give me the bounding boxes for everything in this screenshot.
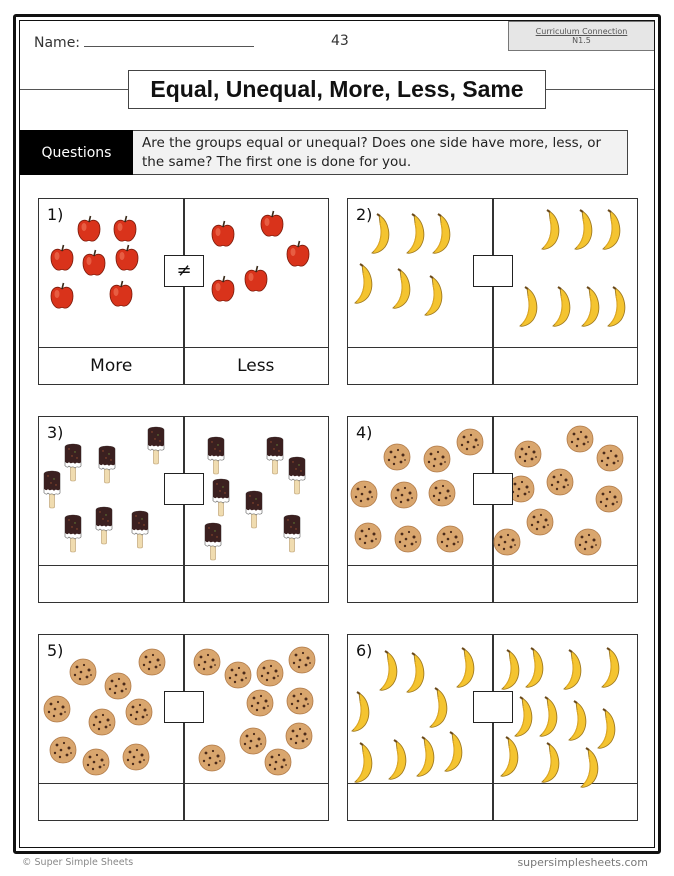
- banana-icon: [514, 696, 536, 738]
- name-label: Name:: [34, 35, 81, 51]
- popsicle-icon: [131, 509, 149, 549]
- popsicle-icon: [207, 435, 225, 475]
- popsicle-icon: [95, 505, 113, 545]
- right-group: [493, 417, 637, 566]
- banana-icon: [354, 263, 376, 305]
- cookie-icon: [138, 648, 166, 676]
- curriculum-code: N1.5: [572, 36, 591, 45]
- footer-copyright: © Super Simple Sheets: [22, 857, 134, 868]
- cookie-icon: [224, 661, 252, 689]
- questions-instructions: Are the groups equal or unequal? Does one side have more, less, or the same? The first one is done for you.: [133, 130, 628, 175]
- left-answer-field[interactable]: [39, 784, 184, 820]
- cookie-icon: [69, 658, 97, 686]
- curriculum-connection-box: [508, 21, 654, 51]
- banana-icon: [541, 209, 563, 251]
- banana-icon: [574, 209, 596, 251]
- left-answer-field[interactable]: More: [90, 356, 133, 376]
- popsicle-icon: [283, 513, 301, 553]
- cookie-icon: [246, 689, 274, 717]
- problem-number: 4): [356, 423, 373, 442]
- comparison-symbol-box[interactable]: [164, 691, 204, 723]
- answer-row: [348, 784, 637, 820]
- problem-number: 1): [47, 205, 64, 224]
- banana-icon: [371, 213, 393, 255]
- problem-1: [38, 198, 329, 385]
- cookie-icon: [423, 445, 451, 473]
- questions-bar: [20, 130, 628, 175]
- banana-icon: [563, 649, 585, 691]
- right-group: [184, 199, 328, 348]
- banana-icon: [429, 687, 451, 729]
- problem-4: [347, 416, 638, 603]
- problem-5: [38, 634, 329, 821]
- left-answer-field[interactable]: [348, 566, 493, 602]
- comparison-symbol-box[interactable]: [164, 473, 204, 505]
- popsicle-icon: [266, 435, 284, 475]
- banana-icon: [501, 649, 523, 691]
- apple-icon: [81, 249, 107, 277]
- comparison-symbol-box[interactable]: [473, 255, 513, 287]
- cookie-icon: [239, 727, 267, 755]
- cookie-icon: [49, 736, 77, 764]
- problem-number: 6): [356, 641, 373, 660]
- apple-icon: [243, 265, 269, 293]
- apple-icon: [210, 220, 236, 248]
- apple-icon: [49, 244, 75, 272]
- cookie-icon: [595, 485, 623, 513]
- comparison-symbol-box[interactable]: [473, 473, 513, 505]
- right-answer-field[interactable]: [493, 348, 638, 384]
- banana-icon: [406, 652, 428, 694]
- cookie-icon: [286, 687, 314, 715]
- right-answer-field[interactable]: [184, 784, 329, 820]
- popsicle-icon: [204, 521, 222, 561]
- name-field[interactable]: [34, 33, 254, 51]
- cookie-icon: [354, 522, 382, 550]
- cookie-icon: [125, 698, 153, 726]
- cookie-icon: [198, 744, 226, 772]
- banana-icon: [552, 286, 574, 328]
- popsicle-icon: [245, 489, 263, 529]
- right-group: [184, 417, 328, 566]
- answer-row: [39, 784, 328, 820]
- left-answer-field[interactable]: [39, 566, 184, 602]
- banana-icon: [539, 696, 561, 738]
- cookie-icon: [43, 695, 71, 723]
- footer-website[interactable]: supersimplesheets.com: [517, 856, 648, 869]
- banana-icon: [568, 700, 590, 742]
- apple-icon: [285, 240, 311, 268]
- cookie-icon: [383, 443, 411, 471]
- cookie-icon: [526, 508, 554, 536]
- banana-icon: [601, 647, 623, 689]
- answer-row: [39, 566, 328, 602]
- comparison-symbol-box[interactable]: [473, 691, 513, 723]
- left-answer-field[interactable]: [348, 784, 493, 820]
- banana-icon: [500, 736, 522, 778]
- cookie-icon: [350, 480, 378, 508]
- popsicle-icon: [98, 444, 116, 484]
- popsicle-icon: [43, 469, 61, 509]
- cookie-icon: [82, 748, 110, 776]
- right-answer-field[interactable]: [493, 784, 638, 820]
- page-title: Equal, Unequal, More, Less, Same: [128, 70, 546, 109]
- banana-icon: [424, 275, 446, 317]
- banana-icon: [388, 739, 410, 781]
- problem-number: 5): [47, 641, 64, 660]
- banana-icon: [541, 742, 563, 784]
- popsicle-icon: [212, 477, 230, 517]
- problem-number: 2): [356, 205, 373, 224]
- cookie-icon: [428, 479, 456, 507]
- right-answer-field[interactable]: [184, 566, 329, 602]
- cookie-icon: [596, 444, 624, 472]
- right-answer-field[interactable]: [493, 566, 638, 602]
- banana-icon: [456, 647, 478, 689]
- popsicle-icon: [64, 442, 82, 482]
- left-answer-field[interactable]: [348, 348, 493, 384]
- banana-icon: [351, 691, 373, 733]
- apple-icon: [210, 275, 236, 303]
- cookie-icon: [88, 708, 116, 736]
- banana-icon: [406, 213, 428, 255]
- cookie-icon: [514, 440, 542, 468]
- banana-icon: [354, 742, 376, 784]
- problem-2: [347, 198, 638, 385]
- banana-icon: [602, 209, 624, 251]
- banana-icon: [392, 268, 414, 310]
- apple-icon: [112, 215, 138, 243]
- cookie-icon: [193, 648, 221, 676]
- right-group: [493, 635, 637, 784]
- popsicle-icon: [147, 425, 165, 465]
- questions-label: Questions: [20, 130, 133, 175]
- apple-icon: [114, 244, 140, 272]
- banana-icon: [519, 286, 541, 328]
- cookie-icon: [394, 525, 422, 553]
- page-number: 43: [331, 33, 349, 49]
- answer-row: [348, 566, 637, 602]
- banana-icon: [416, 736, 438, 778]
- banana-icon: [525, 647, 547, 689]
- cookie-icon: [288, 646, 316, 674]
- cookie-icon: [566, 425, 594, 453]
- banana-icon: [581, 286, 603, 328]
- cookie-icon: [574, 528, 602, 556]
- apple-icon: [108, 280, 134, 308]
- answer-row: [39, 348, 328, 384]
- cookie-icon: [256, 659, 284, 687]
- right-answer-field[interactable]: Less: [237, 356, 275, 376]
- popsicle-icon: [288, 455, 306, 495]
- problem-6: [347, 634, 638, 821]
- cookie-icon: [264, 748, 292, 776]
- cookie-icon: [546, 468, 574, 496]
- apple-icon: [49, 282, 75, 310]
- apple-icon: [76, 215, 102, 243]
- banana-icon: [580, 747, 602, 789]
- banana-icon: [607, 286, 629, 328]
- banana-icon: [432, 213, 454, 255]
- comparison-symbol-box[interactable]: ≠: [164, 255, 204, 287]
- cookie-icon: [493, 528, 521, 556]
- cookie-icon: [456, 428, 484, 456]
- cookie-icon: [104, 672, 132, 700]
- curriculum-title: Curriculum Connection: [535, 27, 628, 36]
- answer-row: [348, 348, 637, 384]
- cookie-icon: [390, 481, 418, 509]
- banana-icon: [444, 731, 466, 773]
- popsicle-icon: [64, 513, 82, 553]
- right-group: [184, 635, 328, 784]
- cookie-icon: [122, 743, 150, 771]
- right-group: [493, 199, 637, 348]
- cookie-icon: [285, 722, 313, 750]
- name-blank-line[interactable]: [84, 33, 254, 47]
- cookie-icon: [436, 525, 464, 553]
- banana-icon: [597, 708, 619, 750]
- apple-icon: [259, 210, 285, 238]
- problem-3: [38, 416, 329, 603]
- banana-icon: [379, 650, 401, 692]
- problem-number: 3): [47, 423, 64, 442]
